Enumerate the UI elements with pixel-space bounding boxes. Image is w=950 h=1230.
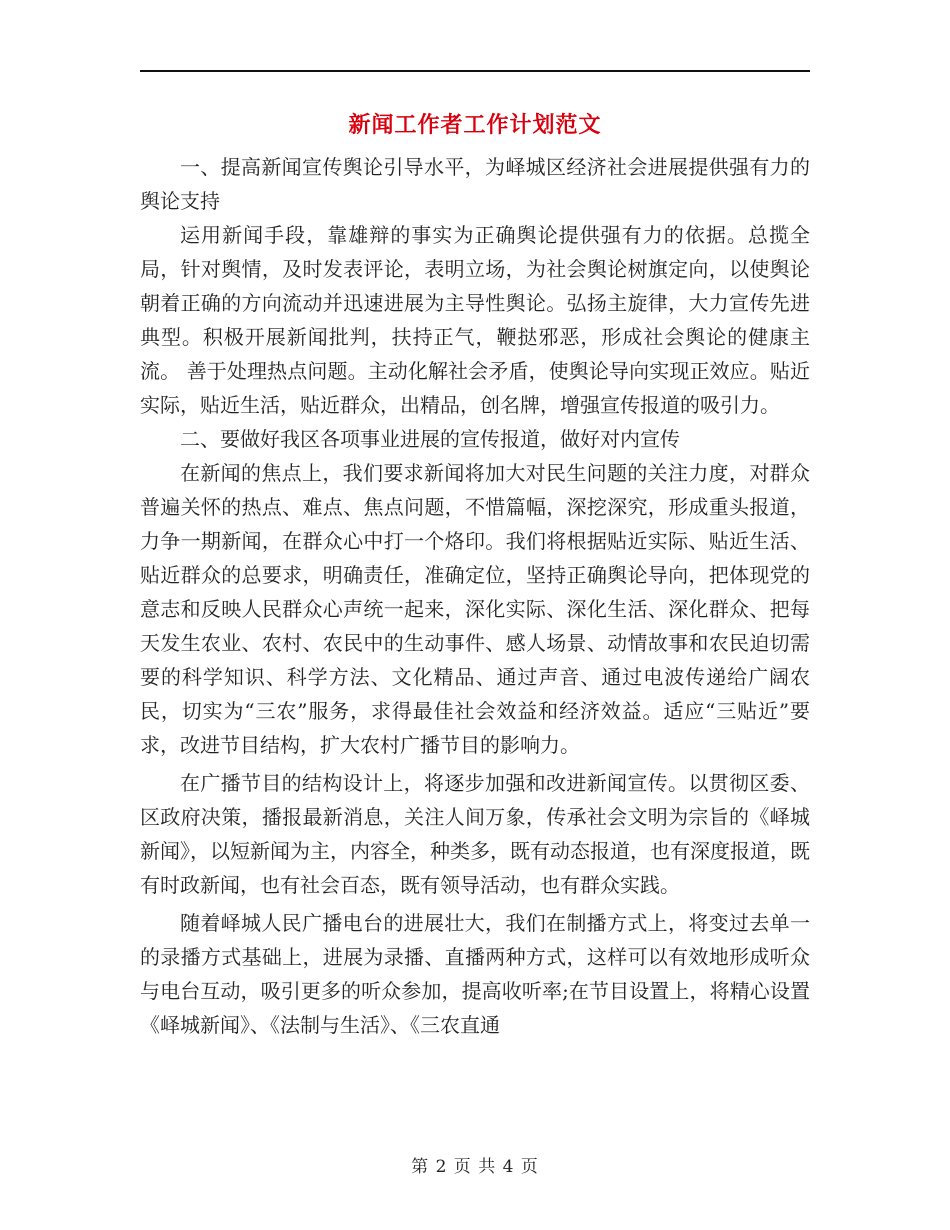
- header-rule: [140, 70, 810, 72]
- document-body: [140, 150, 810, 1042]
- body-paragraph-1: 运用新闻手段，靠雄辩的事实为正确舆论提供强有力的依据。总揽全局，针对舆情，及时发表评论，表明立场，为社会舆论树旗定向，以使舆论朝着正确的方向流动并迅速进展为主导性舆论。弘扬主旋律，大力宣传先进典型。积极开展新闻批判，扶持正气，鞭挞邪恶，形成社会舆论的健康主流。 善于处理热点问题。主动化解社会矛盾，使舆论导向实现正效应。贴近实际，贴近生活，贴近群众，出精品，创名牌，增强宣传报道的吸引力。: [140, 223, 810, 417]
- section-heading-1: 一、提高新闻宣传舆论引导水平，为峄城区经济社会进展提供强有力的舆论支持: [140, 155, 810, 213]
- section-heading-2: 二、要做好我区各项事业进展的宣传报道，做好对内宣传: [180, 427, 680, 451]
- page-number-footer: 第 2 页 共 4 页: [411, 1157, 539, 1177]
- body-paragraph-2: 在新闻的焦点上，我们要求新闻将加大对民生问题的关注力度，对群众普遍关怀的热点、难点、焦点问题，不惜篇幅，深挖深究，形成重头报道，力争一期新闻，在群众心中打一个烙印。我们将根据贴近实际、贴近生活、贴近群众的总要求，明确责任，准确定位，坚持正确舆论导向，把体现党的意志和反映人民群众心声统一起来，深化实际、深化生活、深化群众、把每天发生农业、农村、农民中的生动事件、感人场景、动情故事和农民迫切需要的科学知识、科学方法、文化精品、通过声音、通过电波传递给广阔农民，切实为“三农”服务，求得最佳社会效益和经济效益。适应“三贴近”要求，改进节目结构，扩大农村广播节目的影响力。: [140, 461, 810, 757]
- document-title: 新闻工作者工作计划范文: [348, 112, 602, 138]
- body-paragraph-3: 在广播节目的结构设计上，将逐步加强和改进新闻宣传。以贯彻区委、区政府决策，播报最新消息，关注人间万象，传承社会文明为宗旨的《峄城新闻》，以短新闻为主，内容全，种类多，既有动态报道，也有深度报道，既有时政新闻，也有社会百态，既有领导活动，也有群众实践。: [140, 771, 810, 897]
- body-paragraph-4: 随着峄城人民广播电台的进展壮大，我们在制播方式上，将变过去单一的录播方式基础上，进展为录播、直播两种方式，这样可以有效地形成听众与电台互动，吸引更多的听众参加，提高收听率;在节目设置上，将精心设置《峄城新闻》、《法制与生活》、《三农直通: [140, 911, 810, 1037]
